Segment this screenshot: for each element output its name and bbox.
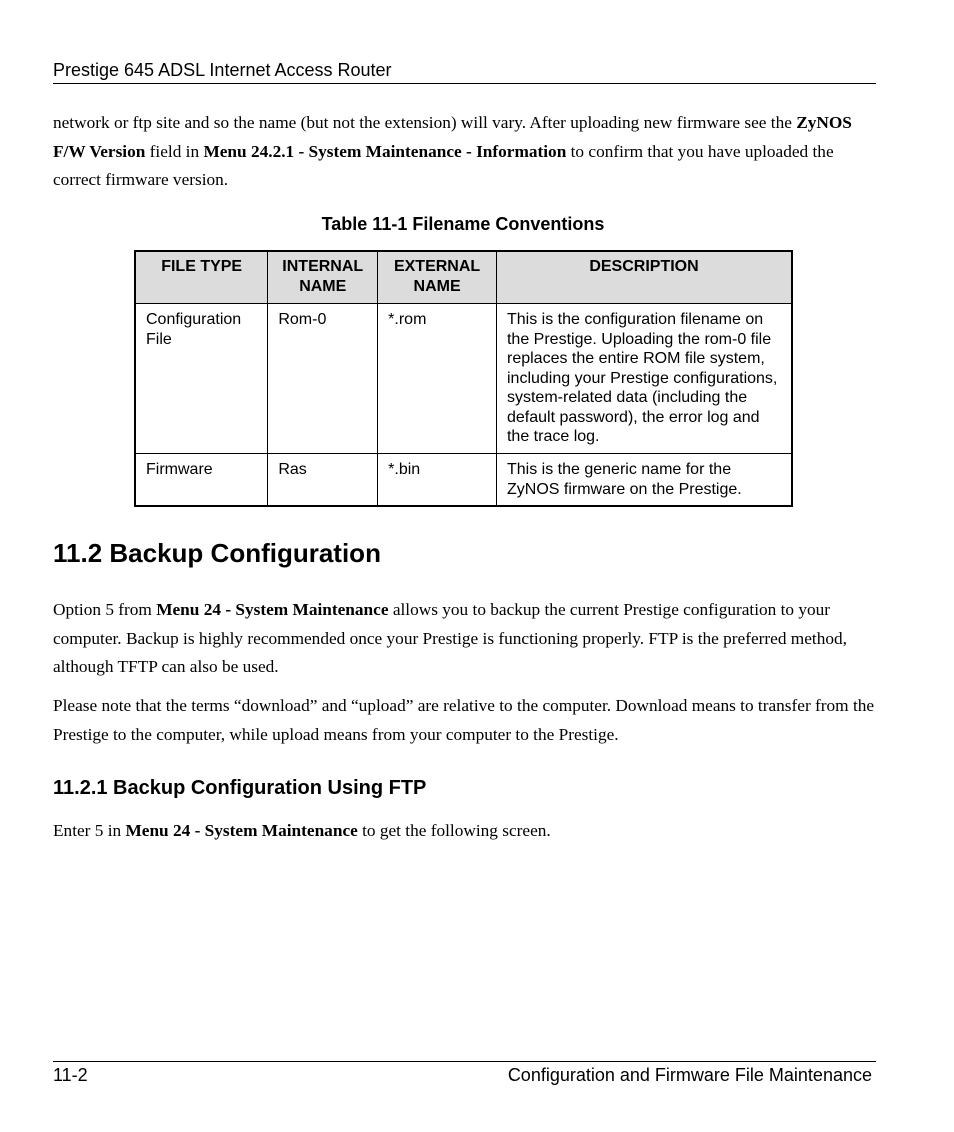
header-rule [53, 83, 876, 84]
table-row [135, 454, 792, 507]
header-internal-name: INTERNAL NAME [268, 251, 378, 304]
table-header-row [135, 251, 792, 304]
header-description: DESCRIPTION [496, 251, 792, 304]
section-heading: 11.2 Backup Configuration [53, 538, 381, 568]
cell-external-name: *.rom [378, 304, 497, 454]
page-number: 11-2 [53, 1065, 88, 1085]
cell-file-type: Firmware [135, 454, 268, 507]
filename-conventions-table [134, 250, 793, 507]
cell-internal-name: Ras [268, 454, 378, 507]
table-caption: Table 11-1 Filename Conventions [321, 214, 605, 234]
header-external-name: EXTERNAL NAME [378, 251, 497, 304]
cell-description: This is the configuration filename on the Prestige. Uploading the rom-0 file replaces the entire ROM file system, including your Prestige configurations, system-related data (including the default password), the error log and the trace log. [496, 304, 792, 454]
cell-external-name: *.bin [378, 454, 497, 507]
chapter-title: Configuration and Firmware File Maintenance [507, 1065, 872, 1085]
subsection-heading: 11.2.1 Backup Configuration Using FTP [53, 777, 427, 799]
note-paragraph: Please note that the terms “download” and “upload” are relative to the computer. Download means to transfer from the Prestige to the computer, while upload means from your computer to the Prestige. [53, 696, 875, 744]
intro-paragraph: network or ftp site and so the name (but not the extension) will vary. After uploading new firmware see the ZyNOS F/W Version field in Menu 24.2.1 - System Maintenance - Information to confirm that you have uploaded the correct firmware version. [53, 113, 852, 190]
cell-description: This is the generic name for the ZyNOS firmware on the Prestige. [496, 454, 792, 507]
running-header: Prestige 645 ADSL Internet Access Router [53, 60, 392, 80]
option5-paragraph: Option 5 from Menu 24 - System Maintenance allows you to backup the current Prestige configuration to your computer. Backup is highly recommended once your Prestige is functioning properly. FTP is the preferred method, although TFTP can also be used. [53, 600, 847, 677]
cell-file-type: Configuration File [135, 304, 268, 454]
enter5-paragraph: Enter 5 in Menu 24 - System Maintenance to get the following screen. [53, 821, 551, 840]
table-row [135, 304, 792, 454]
cell-internal-name: Rom-0 [268, 304, 378, 454]
header-file-type: FILE TYPE [135, 251, 268, 304]
footer-rule [53, 1061, 876, 1062]
